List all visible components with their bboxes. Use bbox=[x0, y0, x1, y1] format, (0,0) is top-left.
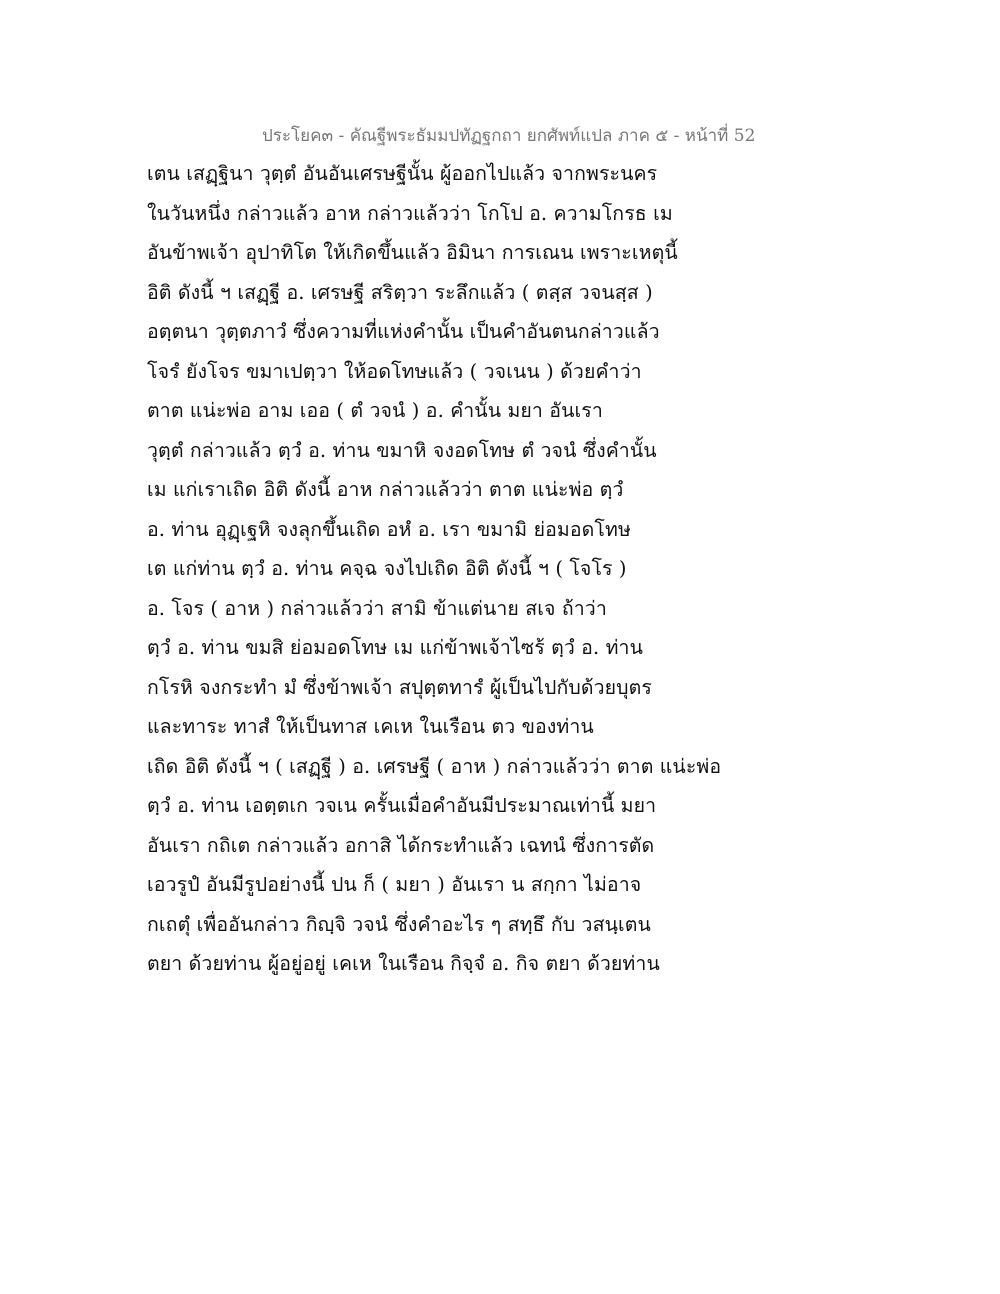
text-line: กเถตุํ เพื่ออันกล่าว กิญฺจิ วจนํ ซึ่งคำอะไร ๆ สทฺธึ กับ วสนฺเตน bbox=[147, 912, 651, 936]
text-line: ตฺวํ อ. ท่าน เอตฺตเก วจเน ครั้นเมื่อคำอันมีประมาณเท่านี้ มยา bbox=[147, 794, 657, 817]
text-line: อันเรา กถิเต กล่าวแล้ว อกาสิ ได้กระทำแล้ว เฉทนํ ซึ่งการตัด bbox=[147, 833, 655, 857]
text-line: เม แก่เราเถิด อิติ ดังนี้ อาห กล่าวแล้วว่า ตาต แน่ะพ่อ ตฺวํ bbox=[147, 478, 624, 501]
text-line: อ. ท่าน อุฏฺเฐหิ จงลุกขึ้นเถิด อหํ อ. เรา ขมามิ ย่อมอดโทษ bbox=[147, 517, 631, 541]
text-line: อันข้าพเจ้า อุปาทิโต ให้เกิดขึ้นแล้ว อิมินา การเณน เพราะเหตุนี้ bbox=[147, 241, 678, 264]
text-line: ในวันหนึ่ง กล่าวแล้ว อาห กล่าวแล้วว่า โกโป อ. ความโกรธ เม bbox=[147, 201, 673, 225]
text-line: เต แก่ท่าน ตฺวํ อ. ท่าน คจฺฉ จงไปเถิด อิติ ดังนี้ ฯ ( โจโร ) bbox=[147, 557, 627, 580]
body-text bbox=[147, 154, 967, 984]
text-line: อตฺตนา วุตฺตภาวํ ซึ่งความที่แห่งคำนั้น เป็นคำอันตนกล่าวแล้ว bbox=[147, 320, 660, 343]
text-line: เถิด อิติ ดังนี้ ฯ ( เสฏฺฐี ) อ. เศรษฐี ( อาห ) กล่าวแล้วว่า ตาต แน่ะพ่อ bbox=[147, 754, 722, 778]
text-line: และทาระ ทาสํ ให้เป็นทาส เคเห ในเรือน ตว ของท่าน bbox=[147, 715, 594, 738]
page-header: ประโยค๓ - คัณฐีพระธัมมปทัฏฐกถา ยกศัพท์แปล ภาค ๕ - หน้าที่ 52 bbox=[262, 126, 756, 146]
text-line: โจรํ ยังโจร ขมาเปตฺวา ให้อดโทษแล้ว ( วจเนน ) ด้วยคำว่า bbox=[147, 359, 642, 383]
text-line: ตฺวํ อ. ท่าน ขมสิ ย่อมอดโทษ เม แก่ข้าพเจ้าไซร้ ตฺวํ อ. ท่าน bbox=[147, 636, 644, 659]
text-line: วุตฺตํ กล่าวแล้ว ตฺวํ อ. ท่าน ขมาหิ จงอดโทษ ตํ วจนํ ซึ่งคำนั้น bbox=[147, 438, 657, 462]
text-line: เตน เสฏฺฐินา วุตฺตํ อันอันเศรษฐีนั้น ผู้ออกไปแล้ว จากพระนคร bbox=[147, 162, 658, 185]
text-line: อิติ ดังนี้ ฯ เสฏฺฐี อ. เศรษฐี สริตฺวา ระลึกแล้ว ( ตสฺส วจนสฺส ) bbox=[147, 280, 653, 304]
text-line: เอวรูปํ อันมีรูปอย่างนี้ ปน ก็ ( มยา ) อันเรา น สกฺกา ไม่อาจ bbox=[147, 873, 642, 896]
text-line: กโรหิ จงกระทำ มํ ซึ่งข้าพเจ้า สปุตฺตทารํ ผู้เป็นไปกับด้วยบุตร bbox=[147, 675, 652, 699]
text-line: ตยา ด้วยท่าน ผู้อยู่อยู่ เคเห ในเรือน กิจฺจํ อ. กิจ ตยา ด้วยท่าน bbox=[147, 952, 660, 975]
text-line: อ. โจร ( อาห ) กล่าวแล้วว่า สามิ ข้าแต่นาย สเจ ถ้าว่า bbox=[147, 596, 607, 620]
text-line: ตาต แน่ะพ่อ อาม เออ ( ตํ วจนํ ) อ. คำนั้น มยา อันเรา bbox=[147, 399, 603, 422]
